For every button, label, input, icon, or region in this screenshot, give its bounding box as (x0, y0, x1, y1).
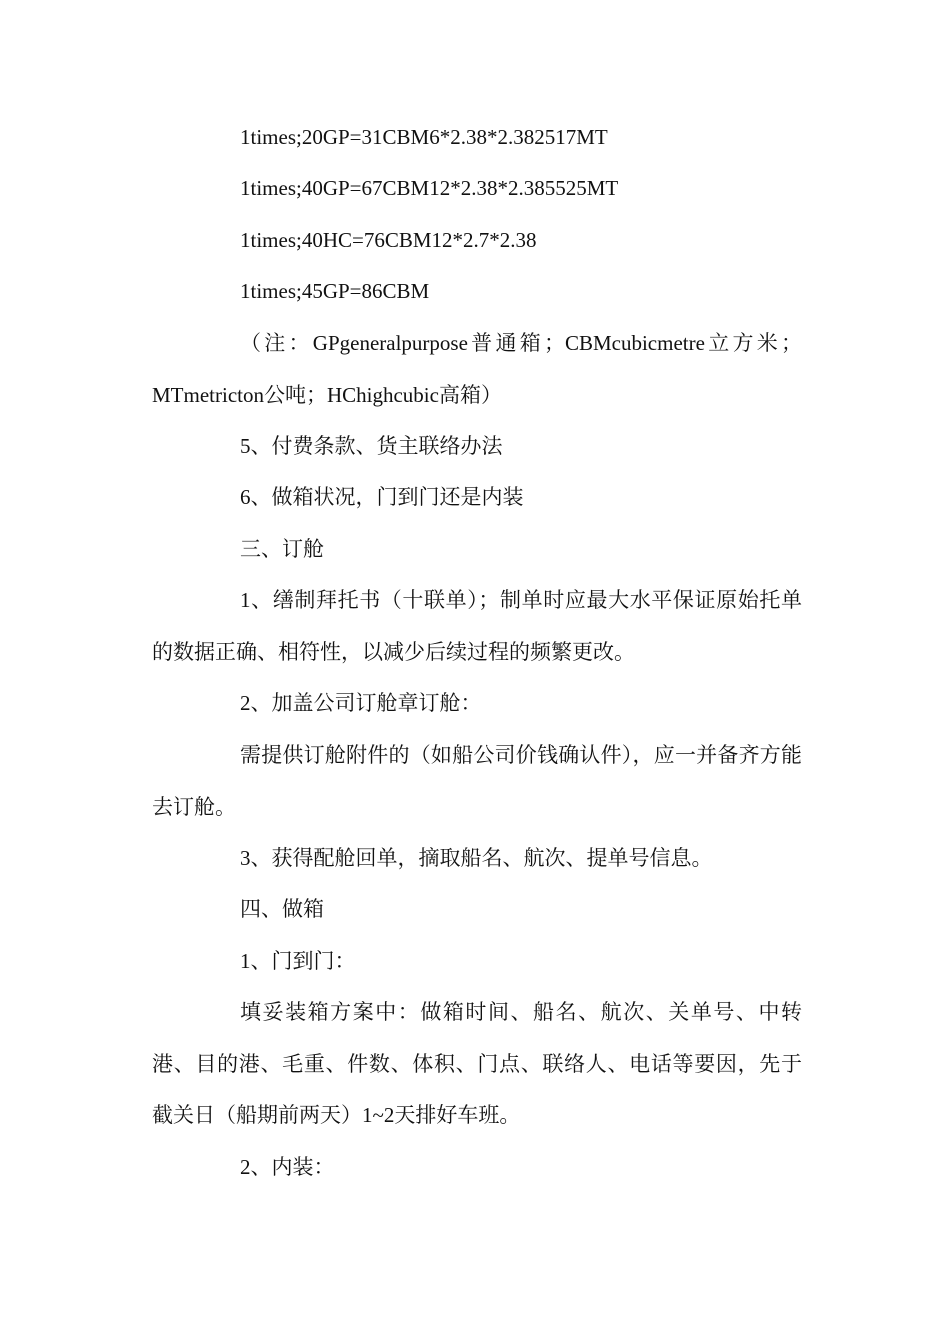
paragraph-booking-step-1: 1、缮制拜托书（十联单）；制单时应最大水平保证原始托单的数据正确、相符性，以减少后续过程的频繁更改。 (152, 588, 802, 664)
section-heading-packing: 四、做箱 (240, 897, 324, 921)
section-heading-booking: 三、订舱 (240, 537, 324, 561)
paragraph-internal-packing: 2、内装： (240, 1155, 335, 1179)
paragraph-booking-attachment: 需提供订舱附件的（如船公司价钱确认件），应一并备齐方能去订舱。 (152, 743, 802, 819)
paragraph-booking-step-3: 3、获得配舱回单，摘取船名、航次、提单号信息。 (240, 846, 713, 870)
paragraph-45gp-spec: 1times;45GP=86CBM (240, 279, 430, 303)
paragraph-door-to-door: 1、门到门： (240, 949, 356, 973)
paragraph-packing-plan: 填妥装箱方案中：做箱时间、船名、航次、关单号、中转港、目的港、毛重、件数、体积、门点、联络人、电话等要因，先于截关日（船期前两天）1~2天排好车班。 (152, 1000, 802, 1127)
paragraph-booking-step-2: 2、加盖公司订舱章订舱： (240, 691, 482, 715)
paragraph-abbreviation-note: （注：GPgeneralpurpose普通箱；CBMcubicmetre立方米；MTmetricton公吨；HChighcubic高箱） (152, 331, 802, 407)
paragraph-40gp-spec: 1times;40GP=67CBM12*2.38*2.385525MT (240, 176, 619, 200)
paragraph-40hc-spec: 1times;40HC=76CBM12*2.7*2.38 (240, 228, 537, 252)
paragraph-container-status: 6、做箱状况，门到门还是内装 (240, 485, 524, 509)
paragraph-20gp-spec: 1times;20GP=31CBM6*2.38*2.382517MT (240, 125, 608, 149)
paragraph-payment-terms: 5、付费条款、货主联络办法 (240, 434, 503, 458)
